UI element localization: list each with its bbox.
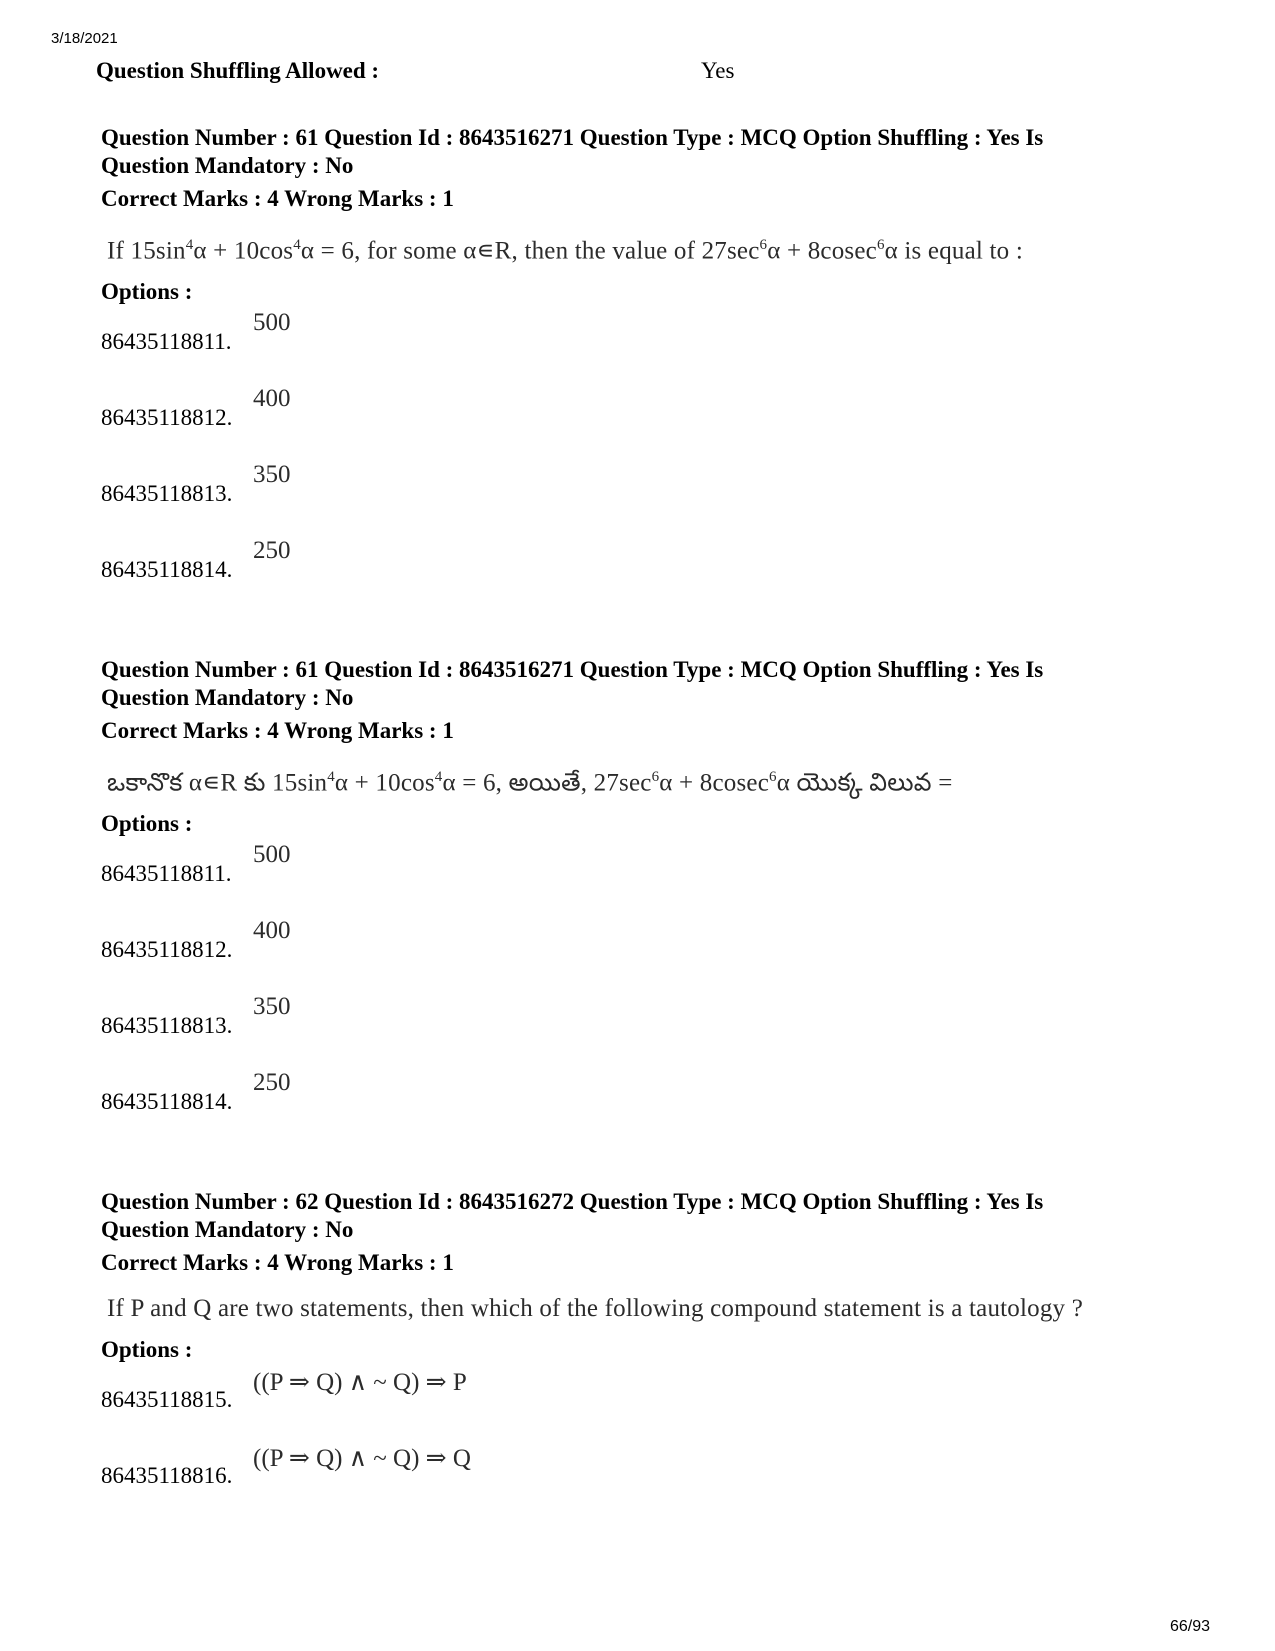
option-item: [101, 459, 1221, 535]
option-value: ((P ⇒ Q) ∧ ~ Q) ⇒ Q: [253, 1445, 471, 1472]
question-header-line: Question Mandatory : No: [101, 685, 354, 710]
option-item: [101, 307, 1221, 383]
question-header-line: Question Number : 62 Question Id : 8643516272 Question Type : MCQ Option Shuffling : Yes Is: [101, 1189, 1044, 1214]
question-block-61-english: [101, 124, 1221, 611]
question-header: [101, 124, 1221, 180]
print-date: 3/18/2021: [51, 30, 118, 47]
option-id: 86435118812.: [101, 937, 233, 963]
question-marks: Correct Marks : 4 Wrong Marks : 1: [101, 718, 454, 743]
options-label: Options :: [101, 811, 193, 837]
option-id: 86435118811.: [101, 861, 232, 887]
option-id: 86435118812.: [101, 405, 233, 431]
option-id: 86435118813.: [101, 481, 233, 507]
question-shuffling-value: Yes: [701, 58, 735, 83]
option-value: 350: [253, 993, 291, 1021]
option-id: 86435118811.: [101, 329, 232, 355]
question-block-61-telugu: [101, 656, 1221, 1143]
option-item: [101, 839, 1221, 915]
question-text: ఒకానొక α∊R కు $15\sin^4\alpha + 10\cos^4\alpha = 6$, అయితే, $27\sec^6\alpha + 8cosec^6\alpha$ యొక్క విలువ =: [107, 769, 953, 797]
option-value: 500: [253, 309, 291, 337]
option-value: 250: [253, 1069, 291, 1097]
question-text: If $15\sin^4\alpha + 10\cos^4\alpha = 6$, for some α∊R, then the value of $27\sec^6\alpha + 8cosec^6\alpha$ is equal to :: [107, 237, 1023, 265]
question-marks: Correct Marks : 4 Wrong Marks : 1: [101, 1250, 454, 1275]
question-block-62: [101, 1188, 1221, 1517]
options-label: Options :: [101, 1337, 193, 1362]
question-header: [101, 656, 1221, 712]
option-value: ((P ⇒ Q) ∧ ~ Q) ⇒ P: [253, 1369, 467, 1396]
option-item: [101, 915, 1221, 991]
option-item: [101, 535, 1221, 611]
option-item: [101, 1067, 1221, 1143]
question-marks: Correct Marks : 4 Wrong Marks : 1: [101, 186, 454, 211]
option-item: [101, 1441, 1221, 1517]
option-item: [101, 1365, 1221, 1441]
option-id: 86435118814.: [101, 557, 233, 583]
option-value: 350: [253, 461, 291, 489]
option-value: 250: [253, 537, 291, 565]
option-value: 500: [253, 841, 291, 869]
question-header-line: Question Number : 61 Question Id : 8643516271 Question Type : MCQ Option Shuffling : Yes Is: [101, 125, 1044, 150]
option-id: 86435118816.: [101, 1463, 233, 1488]
options-label: Options :: [101, 279, 193, 305]
option-id: 86435118813.: [101, 1013, 233, 1039]
question-header-line: Question Mandatory : No: [101, 1217, 354, 1242]
option-id: 86435118814.: [101, 1089, 233, 1115]
option-item: [101, 991, 1221, 1067]
question-header-line: Question Number : 61 Question Id : 8643516271 Question Type : MCQ Option Shuffling : Yes Is: [101, 657, 1044, 682]
question-shuffling-label: Question Shuffling Allowed :: [96, 58, 380, 83]
option-value: 400: [253, 385, 291, 413]
question-text: If P and Q are two statements, then which of the following compound statement is a tautology ?: [107, 1295, 1083, 1322]
option-value: 400: [253, 917, 291, 945]
option-item: [101, 383, 1221, 459]
page-number: 66/93: [1170, 1618, 1211, 1635]
question-header: [101, 1188, 1221, 1244]
question-header-line: Question Mandatory : No: [101, 153, 354, 178]
option-id: 86435118815.: [101, 1387, 233, 1412]
